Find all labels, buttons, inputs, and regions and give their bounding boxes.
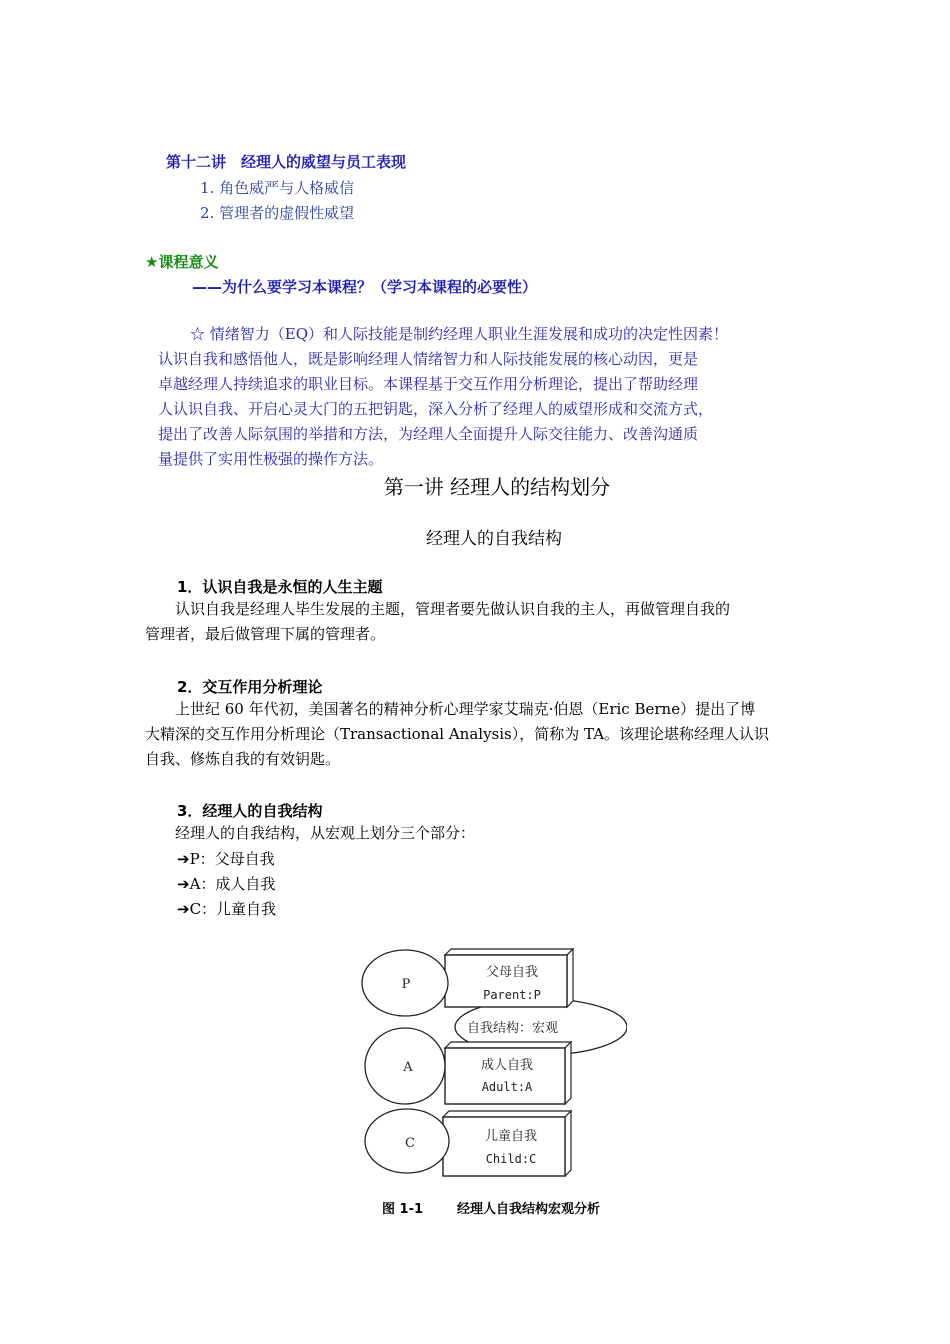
parent-box-cn: 父母自我	[485, 965, 539, 980]
intro-line: ☆ 情绪智力（EQ）和人际技能是制约经理人职业生涯发展和成功的决定性因素！	[190, 325, 729, 343]
circle-label-c: C	[405, 1136, 415, 1151]
ego-structure-diagram	[357, 945, 627, 1177]
chapter-title: 第一讲 经理人的结构划分	[383, 475, 611, 499]
intro-line: 人认识自我、开启心灵大门的五把钥匙，深入分析了经理人的威望形成和交流方式，	[158, 400, 714, 418]
body-line: 上世纪 60 年代初，美国著名的精神分析心理学家艾瑞克·伯恩（Eric Berne）提出了博	[145, 700, 756, 718]
adult-box	[445, 1042, 571, 1104]
lecture-item-1: 1. 角色威严与人格威信	[200, 179, 355, 197]
intro-line: 提出了改善人际氛围的举措和方法，为经理人全面提升人际交往能力、改善沟通质	[158, 425, 699, 443]
intro-paragraph	[158, 322, 798, 472]
parent-box-en: Parent:P	[483, 988, 541, 1002]
lecture-title: 第十二讲 经理人的威望与员工表现	[166, 153, 407, 171]
arrow-right-icon: ➔	[177, 850, 190, 868]
ego-list-item-adult	[177, 873, 275, 894]
section-body-1	[145, 597, 810, 647]
macro-structure-label: 自我结构：宏观	[467, 1021, 559, 1036]
figure-caption-text: 经理人自我结构宏观分析	[457, 1202, 601, 1217]
adult-box-cn: 成人自我	[480, 1058, 534, 1073]
ego-list-text: P：父母自我	[189, 850, 275, 868]
section-heading-3: 3．经理人的自我结构	[177, 802, 323, 820]
ego-list-text: C：儿童自我	[189, 900, 277, 918]
significance-heading: ★课程意义	[145, 253, 219, 271]
body-line: 自我、修炼自我的有效钥匙。	[145, 750, 341, 768]
section-title: 经理人的自我结构	[426, 529, 562, 549]
intro-line: 认识自我和感悟他人，既是影响经理人情绪智力和人际技能发展的核心动因，更是	[158, 350, 699, 368]
section-body-3	[145, 821, 810, 846]
circle-label-a: A	[403, 1060, 413, 1075]
adult-box-en: Adult:A	[481, 1080, 533, 1094]
lecture-item-2: 2. 管理者的虚假性威望	[200, 204, 355, 222]
ego-list-item-child	[177, 898, 276, 919]
body-line: 管理者，最后做管理下属的管理者。	[145, 625, 386, 643]
body-line: 经理人的自我结构，从宏观上划分三个部分：	[145, 824, 476, 842]
intro-line: 卓越经理人持续追求的职业目标。本课程基于交互作用分析理论，提出了帮助经理	[158, 375, 699, 393]
section-heading-2: 2．交互作用分析理论	[177, 678, 323, 696]
body-line: 认识自我是经理人毕生发展的主题，管理者要先做认识自我的主人，再做管理自我的	[145, 600, 731, 618]
section-body-2	[145, 697, 810, 772]
arrow-right-icon: ➔	[177, 875, 190, 893]
figure-caption	[382, 1198, 600, 1217]
body-line: 大精深的交互作用分析理论（Transactional Analysis），简称为 TA。该理论堪称经理人认识	[145, 725, 770, 743]
section-heading-1: 1．认识自我是永恒的人生主题	[177, 578, 383, 596]
ego-list-item-parent	[177, 848, 275, 869]
intro-line: 量提供了实用性极强的操作方法。	[158, 450, 384, 468]
significance-subheading: ——为什么要学习本课程？（学习本课程的必要性）	[192, 278, 538, 296]
arrow-right-icon: ➔	[177, 900, 190, 918]
ego-list-text: A：成人自我	[189, 875, 276, 893]
child-box-en: Child:C	[485, 1152, 537, 1166]
child-box-cn: 儿童自我	[484, 1129, 538, 1144]
circle-label-p: P	[401, 977, 411, 992]
figure-caption-number: 图 1-1	[382, 1202, 424, 1217]
